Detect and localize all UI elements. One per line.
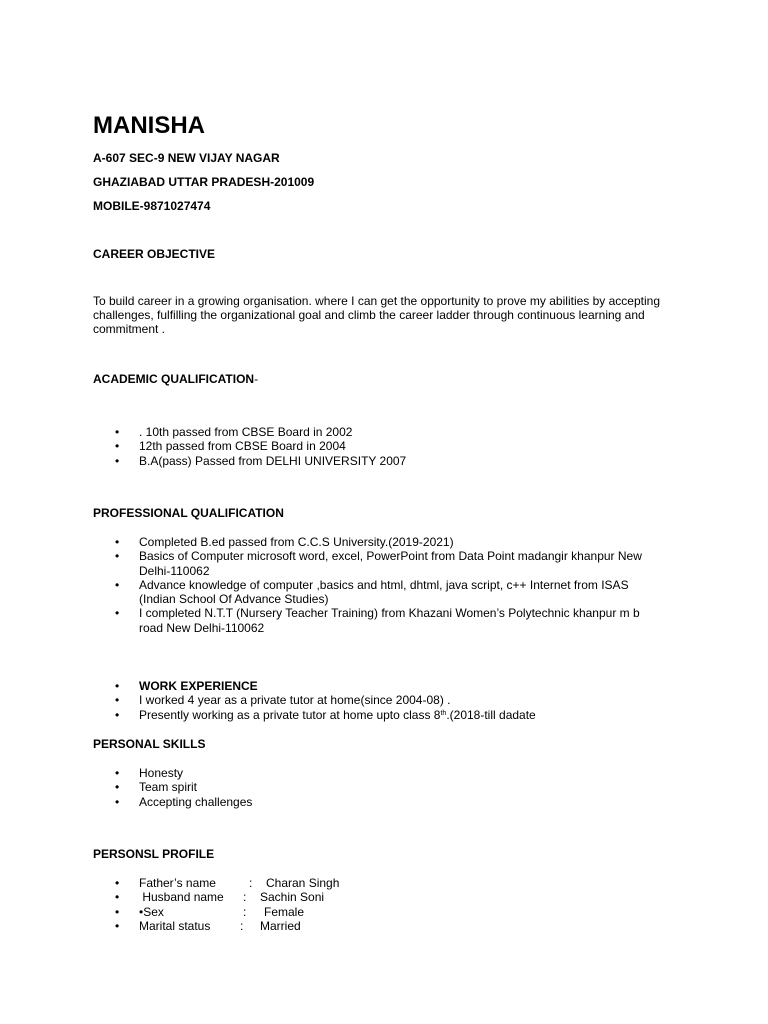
list-item: • •Sex : Female xyxy=(115,904,305,919)
career-objective-line: challenges, fulfilling the organizational goal and climb the career ladder through continuous learning and xyxy=(93,308,645,322)
personal-skills-heading: PERSONAL SKILLS xyxy=(93,737,206,751)
list-item: • 12th passed from CBSE Board in 2004 xyxy=(115,439,346,454)
career-objective-heading: CAREER OBJECTIVE xyxy=(93,247,216,261)
bullet-icon: • xyxy=(115,693,120,708)
work-experience-heading: • WORK EXPERIENCE xyxy=(115,679,258,693)
personal-skills-list xyxy=(0,766,768,809)
list-item: • Presently working as a private tutor at home upto class 8th.(2018-till dadate xyxy=(115,707,536,722)
address-line-2: GHAZIABAD UTTAR PRADESH-201009 xyxy=(93,175,315,189)
list-item: • Accepting challenges xyxy=(115,794,253,809)
bullet-icon: • xyxy=(115,707,120,722)
list-item: • B.A(pass) Passed from DELHI UNIVERSITY 2007 xyxy=(115,453,407,468)
bullet-icon: • xyxy=(115,794,120,809)
bullet-icon: • xyxy=(115,453,120,468)
professional-list xyxy=(0,535,768,635)
list-item: • I completed N.T.T (Nursery Teacher Training) from Khazani Women’s Polytechnic khanpur m b road New Delhi-110062 xyxy=(115,606,640,635)
list-item: • Team spirit xyxy=(115,780,198,795)
list-item: • I worked 4 year as a private tutor at home(since 2004-08) . xyxy=(115,693,451,708)
bullet-icon: • xyxy=(115,535,120,549)
academic-heading xyxy=(93,372,258,386)
list-item: • Husband name : Sachin Soni xyxy=(115,890,325,905)
list-item: • Honesty xyxy=(115,766,184,780)
career-objective-line: commitment . xyxy=(93,322,166,336)
professional-heading: PROFESSIONAL QUALIFICATION xyxy=(93,506,284,520)
career-objective-line: To build career in a growing organisation. where I can get the opportunity to prove my abilities by accepting xyxy=(93,294,660,308)
academic-heading-text: ACADEMIC QUALIFICATION xyxy=(93,372,255,386)
applicant-name: MANISHA xyxy=(93,112,205,139)
mobile-number: MOBILE-9871027474 xyxy=(93,199,211,213)
bullet-icon: • xyxy=(115,549,120,564)
bullet-icon: • xyxy=(115,577,120,592)
bullet-icon: • xyxy=(115,918,120,933)
list-item: • Advance knowledge of computer ,basics and html, dhtml, java script, c++ Internet from ISAS (Indian School Of Advance Studies) xyxy=(115,577,629,607)
bullet-icon: • xyxy=(115,766,120,780)
bullet-icon: • xyxy=(115,606,120,621)
list-item: • Marital status : Married xyxy=(115,918,301,933)
list-item: • Basics of Computer microsoft word, excel, PowerPoint from Data Point madangir khanpur New Delhi-110062 xyxy=(115,549,642,578)
work-experience-list xyxy=(0,679,768,722)
bullet-icon: • xyxy=(115,904,120,919)
bullet-icon: • xyxy=(115,890,120,905)
academic-list xyxy=(0,425,768,468)
list-item: • Completed B.ed passed from C.C.S University.(2019-2021) xyxy=(115,535,454,549)
career-objective-text xyxy=(93,294,683,336)
personal-profile-list xyxy=(0,876,768,933)
bullet-icon: • xyxy=(115,679,120,693)
address-line-1: A-607 SEC-9 NEW VIJAY NAGAR xyxy=(93,151,280,165)
academic-heading-suffix: - xyxy=(254,372,259,386)
list-item: • . 10th passed from CBSE Board in 2002 xyxy=(115,425,353,439)
bullet-icon: • xyxy=(115,780,120,795)
bullet-icon: • xyxy=(115,439,120,454)
personal-profile-heading: PERSONSL PROFILE xyxy=(93,847,215,861)
list-item: • Father’s name : Charan Singh xyxy=(115,876,340,890)
bullet-icon: • xyxy=(115,425,120,439)
bullet-icon: • xyxy=(115,876,120,890)
